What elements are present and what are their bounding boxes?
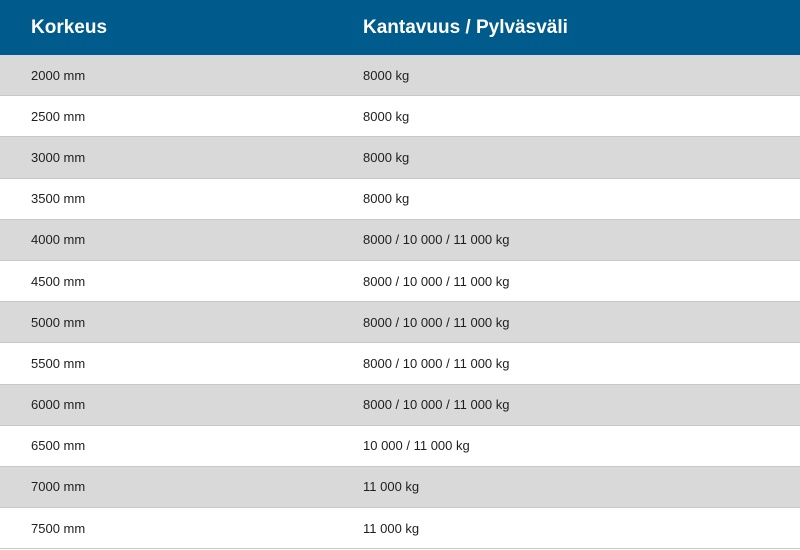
header-height: Korkeus: [31, 16, 108, 38]
cell-height: 6000 mm: [31, 397, 86, 413]
cell-height: 6500 mm: [31, 438, 86, 454]
cell-capacity: 8000 kg: [363, 149, 410, 165]
cell-height: 3500 mm: [31, 191, 86, 207]
table-row: [0, 385, 800, 426]
cell-height: 5500 mm: [31, 355, 86, 371]
table-row: [0, 179, 800, 220]
cell-height: 7500 mm: [31, 520, 86, 536]
table-row: [0, 220, 800, 261]
cell-capacity: 11 000 kg: [363, 479, 420, 495]
table-row: [0, 261, 800, 302]
cell-height: 5000 mm: [31, 314, 86, 330]
cell-height: 3000 mm: [31, 149, 86, 165]
table-body: [0, 55, 800, 549]
cell-capacity: 8000 kg: [363, 191, 410, 207]
table-row: [0, 508, 800, 549]
cell-height: 4000 mm: [31, 232, 86, 248]
cell-height: 2000 mm: [31, 67, 86, 83]
table-row: [0, 426, 800, 467]
cell-height: 7000 mm: [31, 479, 86, 495]
table-header: [0, 0, 800, 55]
header-capacity: Kantavuus / Pylväsväli: [363, 16, 568, 38]
cell-capacity: 10 000 / 11 000 kg: [363, 438, 470, 454]
table-row: [0, 137, 800, 178]
cell-capacity: 8000 / 10 000 / 11 000 kg: [363, 273, 510, 289]
cell-height: 2500 mm: [31, 108, 86, 124]
table-row: [0, 96, 800, 137]
cell-capacity: 8000 / 10 000 / 11 000 kg: [363, 314, 510, 330]
table-row: [0, 343, 800, 384]
table-row: [0, 55, 800, 96]
cell-capacity: 8000 / 10 000 / 11 000 kg: [363, 232, 510, 248]
table-row: [0, 467, 800, 508]
cell-capacity: 8000 / 10 000 / 11 000 kg: [363, 355, 510, 371]
cell-capacity: 8000 kg: [363, 67, 410, 83]
cell-capacity: 8000 kg: [363, 108, 410, 124]
cell-capacity: 8000 / 10 000 / 11 000 kg: [363, 397, 510, 413]
table-row: [0, 302, 800, 343]
cell-height: 4500 mm: [31, 273, 86, 289]
cell-capacity: 11 000 kg: [363, 520, 420, 536]
